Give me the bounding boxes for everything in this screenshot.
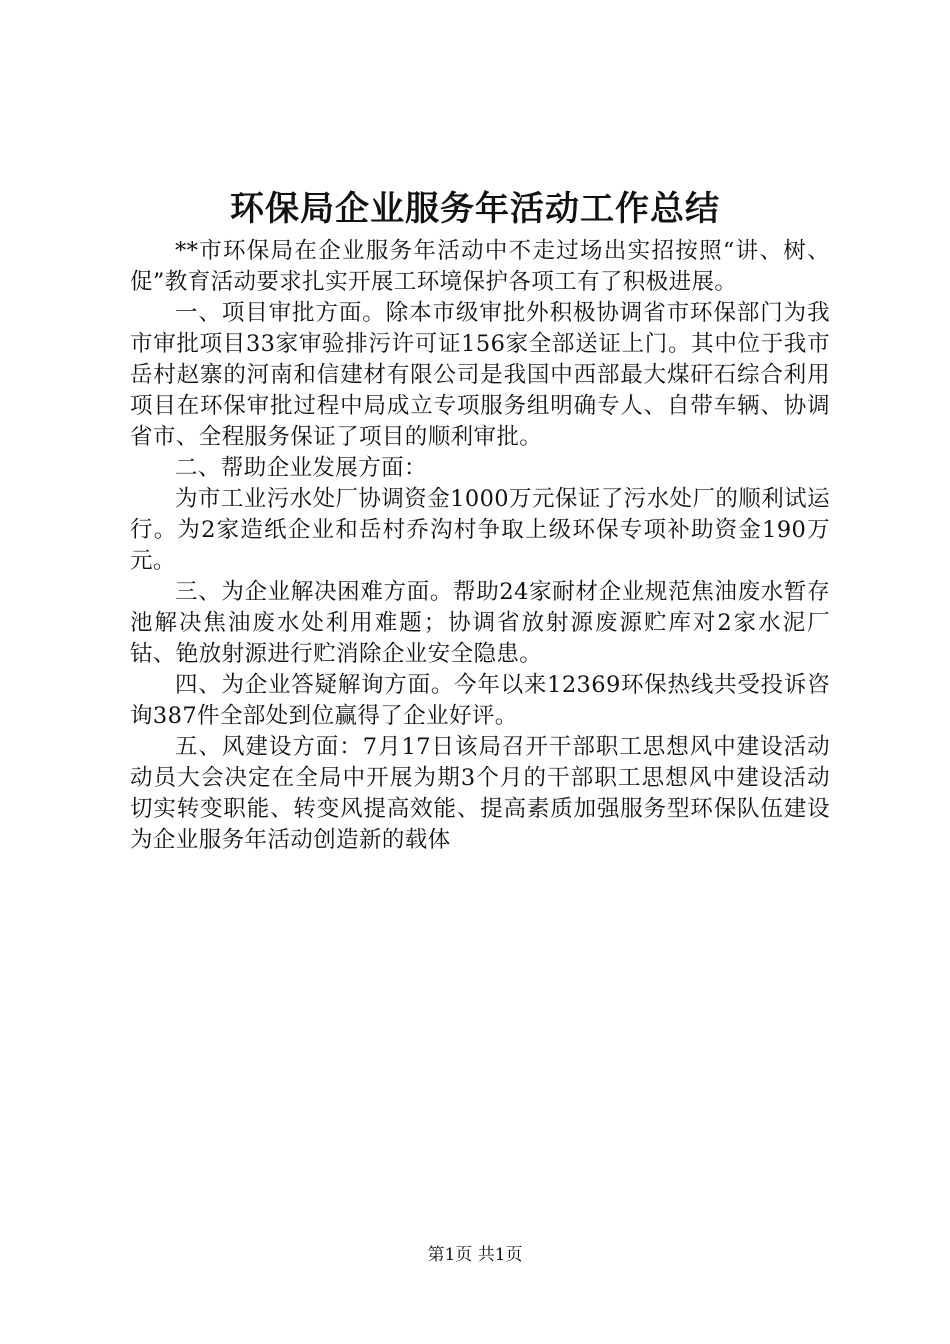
paragraph-intro: **市环保局在企业服务年活动中不走过场出实招按照“讲、树、促”教育活动要求扎实开展工环境保护各项工有了积极进展。: [130, 238, 830, 295]
paragraph-funding: 为市工业污水处厂协调资金1000万元保证了污水处厂的顺利试运行。为2家造纸企业和岳村乔沟村争取上级环保专项补助资金190万元。: [130, 486, 830, 574]
page-footer: 第1页 共1页: [427, 1245, 523, 1265]
document-title: 环保局企业服务年活动工作总结: [230, 189, 720, 229]
paragraph-style-building: 五、风建设方面：7月17日该局召开干部职工思想风中建设活动动员大会决定在全局中开展为期3个月的干部职工思想风中建设活动切实转变职能、转变风提高效能、提高素质加强服务型环保队伍建设为企业服务年活动创造新的载体: [130, 734, 830, 853]
paragraph-consultation: 四、为企业答疑解询方面。今年以来12369环保热线共受投诉咨询387件全部处到位赢得了企业好评。: [130, 672, 830, 729]
paragraph-enterprise-development-heading: 二、帮助企业发展方面：: [175, 455, 427, 481]
document-body: [130, 236, 830, 856]
paragraph-solve-difficulties: 三、为企业解决困难方面。帮助24家耐材企业规范焦油废水暂存池解决焦油废水处利用难题；协调省放射源废源贮库对2家水泥厂钴、铯放射源进行贮消除企业安全隐患。: [130, 579, 830, 667]
paragraph-project-approval: 一、项目审批方面。除本市级审批外积极协调省市环保部门为我市审批项目33家审验排污许可证156家全部送证上门。其中位于我市岳村赵寨的河南和信建材有限公司是我国中西部最大煤矸石综合利用项目在环保审批过程中局成立专项服务组明确专人、自带车辆、协调省市、全程服务保证了项目的顺利审批。: [130, 300, 830, 450]
